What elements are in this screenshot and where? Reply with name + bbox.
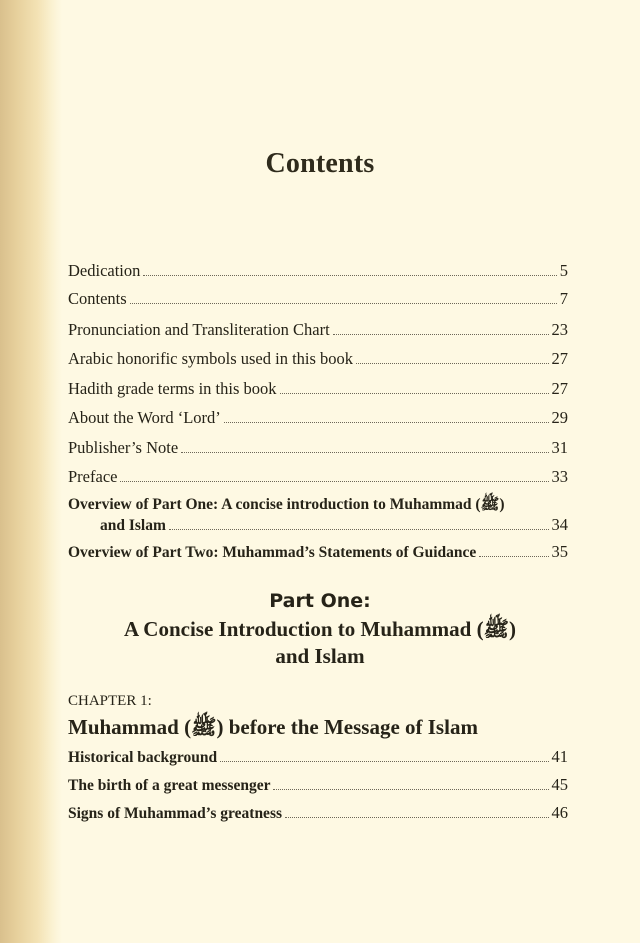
toc-entry-label: Preface — [68, 467, 118, 486]
toc-entry-page: 7 — [559, 289, 568, 308]
dot-leader — [181, 451, 548, 453]
toc-entry-label: About the Word ‘Lord’ — [68, 408, 221, 427]
toc-entry-label: Contents — [68, 289, 127, 308]
toc-entry-label: Signs of Muhammad’s greatness — [68, 805, 283, 822]
dot-leader — [285, 816, 548, 818]
toc-entry-signs-of-greatness[interactable] — [68, 801, 568, 825]
toc-entry-label: Hadith grade terms in this book — [68, 379, 277, 398]
toc-entry-page: 31 — [551, 438, 568, 457]
toc-entry-honorific-symbols[interactable] — [68, 347, 568, 371]
part-one-title-line1: A Concise Introduction to Muhammad (ﷺ) — [124, 617, 516, 641]
toc-entry-label: Historical background — [68, 749, 218, 766]
toc-entry-page: 33 — [551, 467, 568, 486]
toc-entry-label: The birth of a great messenger — [68, 777, 271, 794]
toc-entry-page: 46 — [551, 803, 568, 822]
toc-entry-page: 5 — [559, 261, 568, 280]
toc-entry-historical-background[interactable] — [68, 745, 568, 769]
dot-leader — [224, 421, 549, 423]
toc-entry-dedication[interactable] — [68, 259, 568, 283]
toc-entry-label: Arabic honorific symbols used in this book — [68, 349, 354, 368]
book-gutter-shadow — [0, 0, 62, 943]
toc-entry-birth-of-messenger[interactable] — [68, 773, 568, 797]
toc-entry-label: Overview of Part Two: Muhammad’s Statements of Guidance — [68, 544, 477, 561]
toc-entry-page: 27 — [551, 379, 568, 398]
toc-entry-about-word-lord[interactable] — [68, 406, 568, 430]
toc-entry-overview-part-one[interactable] — [100, 513, 568, 537]
toc-entry-page: 27 — [551, 349, 568, 368]
dot-leader — [130, 302, 557, 304]
toc-entry-overview-part-two[interactable] — [68, 540, 568, 564]
dot-leader — [120, 480, 548, 482]
chapter-title: Muhammad (ﷺ) before the Message of Islam — [68, 715, 478, 739]
toc-entry-label: Publisher’s Note — [68, 438, 179, 457]
dot-leader — [333, 333, 549, 335]
toc-entry-page: 23 — [551, 320, 568, 339]
page-title: Contents — [265, 148, 375, 179]
dot-leader — [169, 528, 549, 530]
dot-leader — [143, 274, 556, 276]
toc-entry-page: 29 — [551, 408, 568, 427]
dot-leader — [280, 392, 549, 394]
toc-entry-publishers-note[interactable] — [68, 436, 568, 460]
toc-entry-page: 41 — [551, 747, 568, 766]
toc-entry-pronunciation-chart[interactable] — [68, 318, 568, 342]
toc-entry-preface[interactable] — [68, 465, 568, 489]
toc-entry-page: 35 — [551, 542, 568, 561]
toc-entry-hadith-grade-terms[interactable] — [68, 377, 568, 401]
toc-entry-label: Pronunciation and Transliteration Chart — [68, 320, 330, 339]
dot-leader — [479, 555, 548, 557]
part-one-label: Part One: — [269, 590, 371, 612]
dot-leader — [356, 362, 548, 364]
toc-entry-overview-part-one-line1[interactable]: Overview of Part One: A concise introduction to Muhammad (ﷺ) — [68, 496, 505, 513]
toc-entry-page: 45 — [551, 775, 568, 794]
toc-entry-label: Dedication — [68, 261, 141, 280]
toc-entry-label: and Islam — [100, 517, 166, 534]
toc-entry-page: 34 — [551, 515, 568, 534]
dot-leader — [273, 788, 548, 790]
toc-entry-contents[interactable] — [68, 287, 568, 311]
part-one-title-line2: and Islam — [275, 644, 365, 668]
chapter-label: CHAPTER 1: — [68, 693, 152, 709]
dot-leader — [220, 760, 548, 762]
